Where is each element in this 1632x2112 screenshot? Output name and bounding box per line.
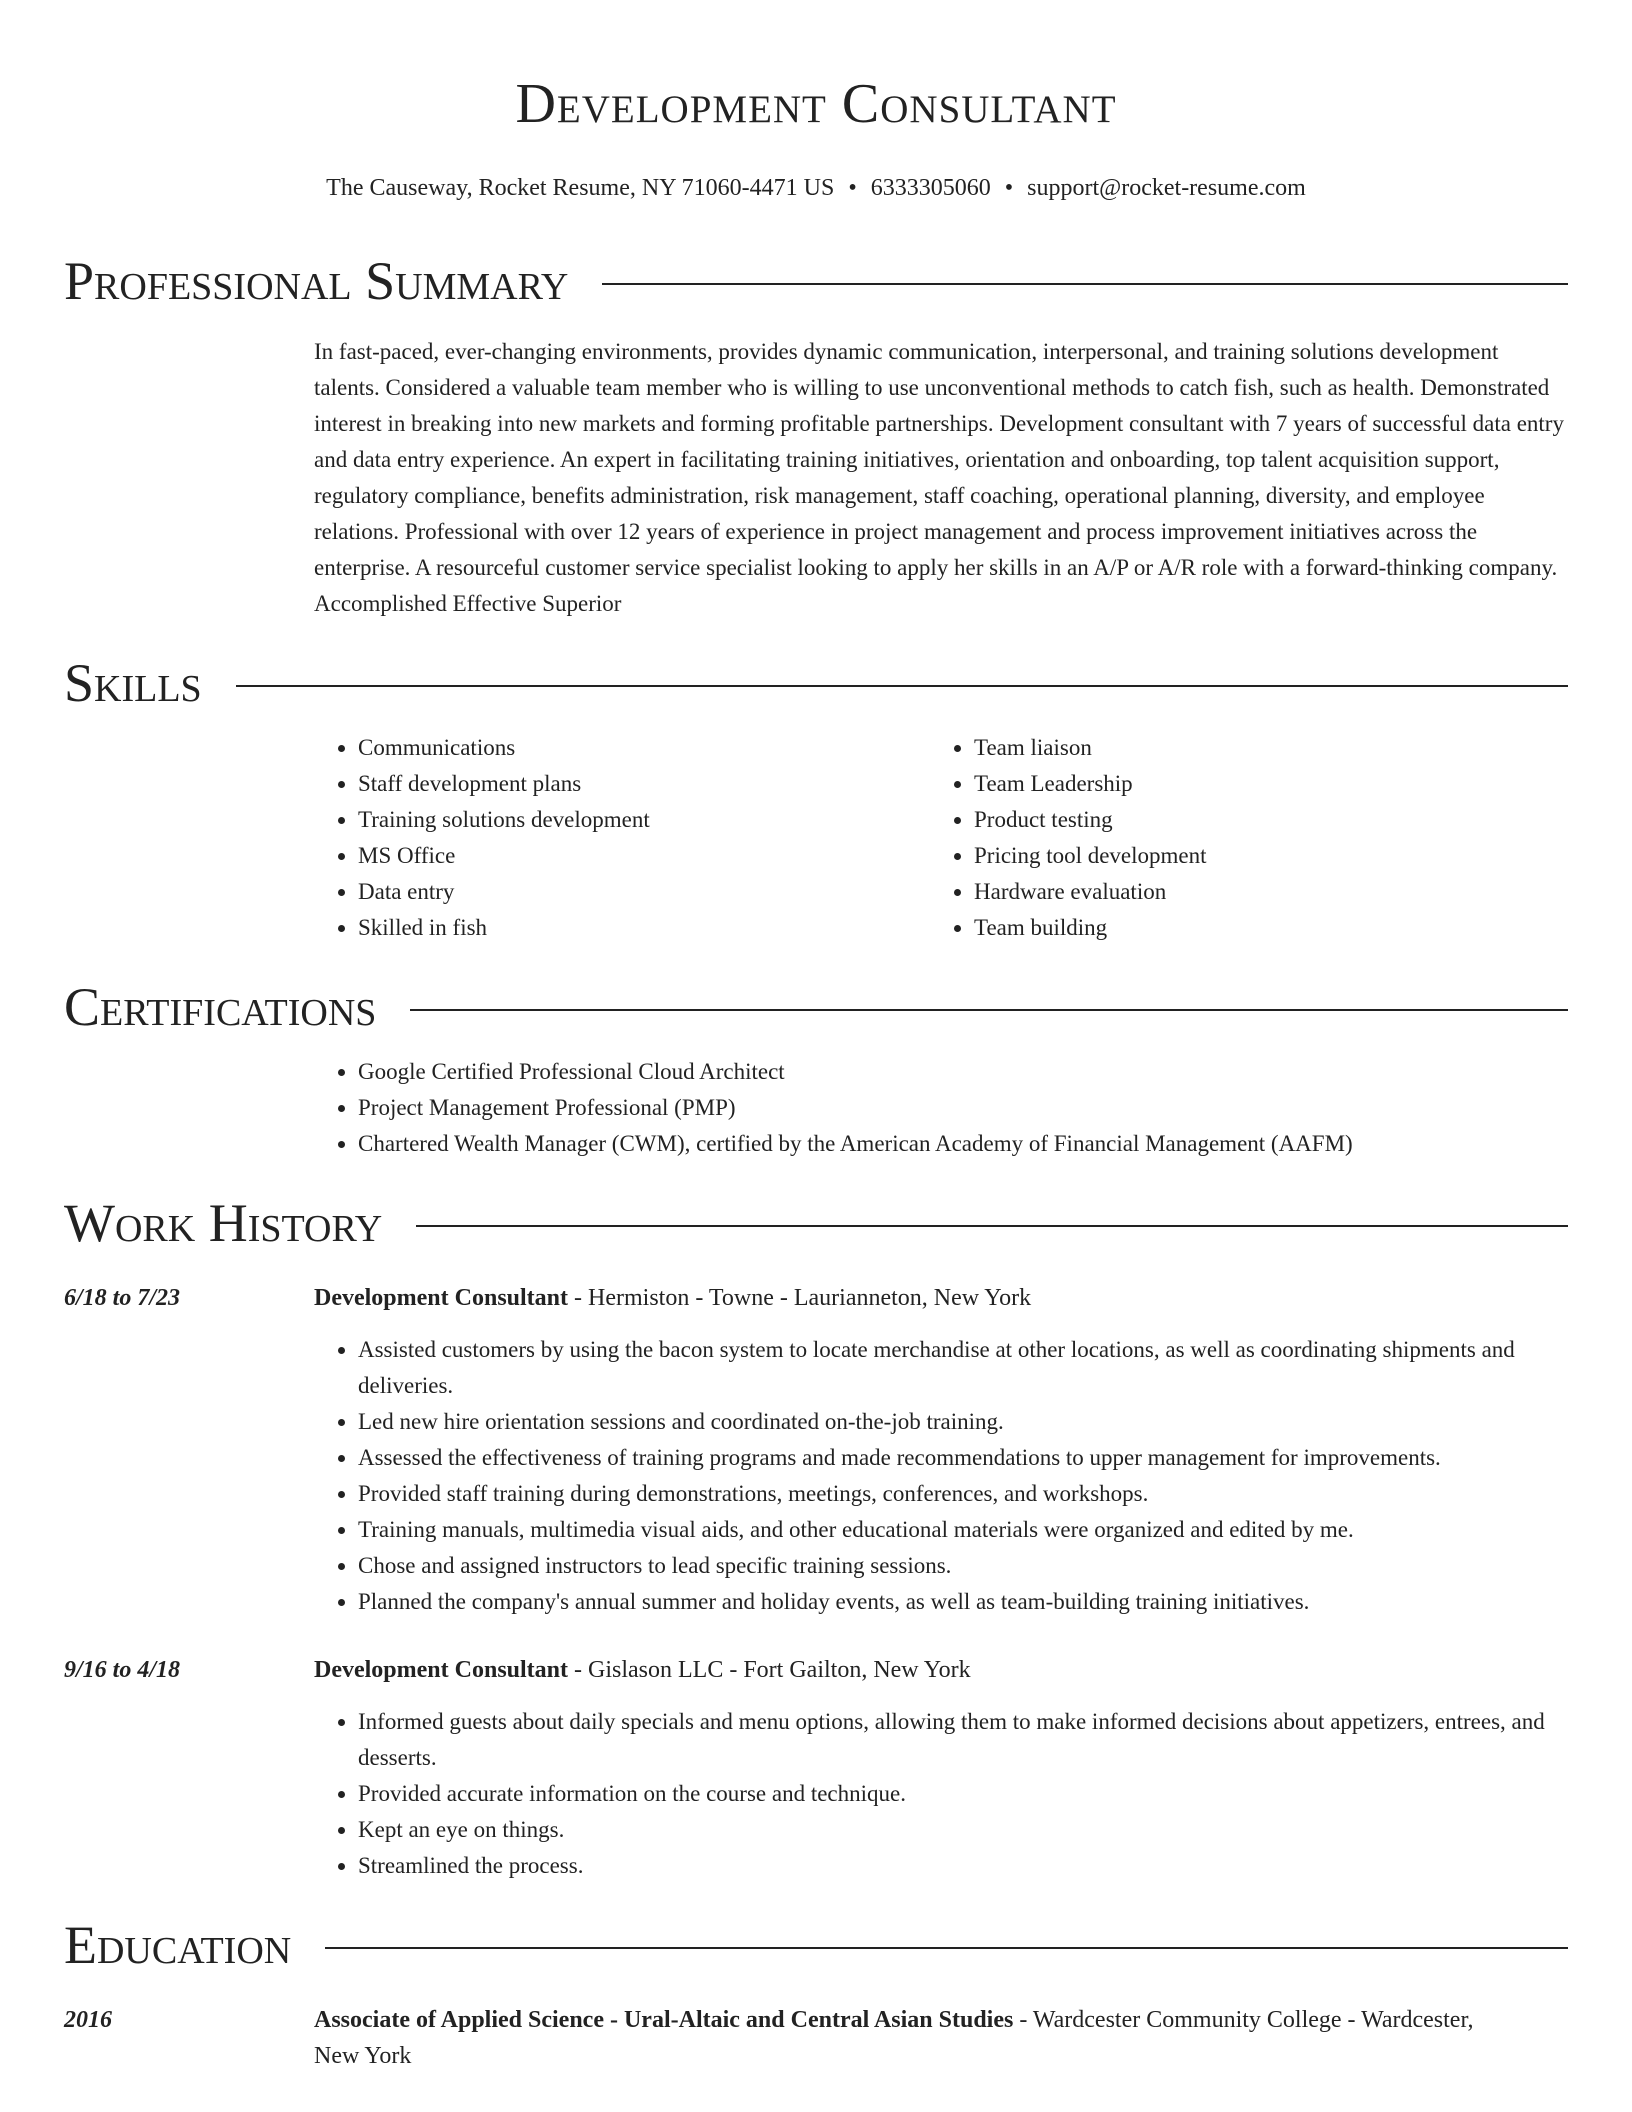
certifications-section-header <box>64 972 1568 1042</box>
job-heading <box>314 1280 1568 1316</box>
job-bullets <box>314 1332 1568 1620</box>
job-bullet: • Kept an eye on things. <box>358 1812 1568 1848</box>
skill-item: • Skilled in fish <box>358 910 930 946</box>
education-heading <box>314 2002 1568 2074</box>
section-title-certifications: Certifications <box>64 977 377 1037</box>
job-bullet: • Led new hire orientation sessions and coordinated on-the-job training. <box>358 1404 1568 1440</box>
education-date: 2016 <box>64 2007 112 2033</box>
section-title-skills: Skills <box>64 653 202 713</box>
job-bullet: • Assisted customers by using the bacon system to locate merchandise at other locations, as well as coordinating shipments and deliveries. <box>358 1332 1568 1404</box>
address: The Causeway, Rocket Resume, NY 71060-4471 US <box>326 175 835 201</box>
skill-item: • Team building <box>974 910 1546 946</box>
skills-list <box>314 730 1568 946</box>
job-employer: - Gislason LLC - Fort Gailton, New York <box>568 1657 971 1683</box>
education-section-header <box>64 1910 1568 1980</box>
job-title: Development Consultant <box>314 1285 569 1311</box>
skill-item: • Data entry <box>358 874 930 910</box>
job-bullet: • Assessed the effectiveness of training programs and made recommendations to upper management for improvements. <box>358 1440 1568 1476</box>
education-degree: Associate of Applied Science - Ural-Altaic and Central Asian Studies <box>314 2007 1014 2033</box>
skills-column-left <box>314 730 930 946</box>
skill-item: • Training solutions development <box>358 802 930 838</box>
summary-section-header <box>64 246 1568 316</box>
skill-item: • Team liaison <box>974 730 1546 766</box>
certification-item: • Google Certified Professional Cloud Architect <box>358 1054 1568 1090</box>
section-rule <box>325 1947 1568 1949</box>
job-bullet: • Streamlined the process. <box>358 1848 1568 1884</box>
job-heading <box>314 1652 1568 1688</box>
skill-item: • Staff development plans <box>358 766 930 802</box>
job-employer: - Hermiston - Towne - Laurianneton, New York <box>568 1285 1032 1311</box>
education-entry <box>64 2002 1568 2074</box>
job-dates: 6/18 to 7/23 <box>64 1285 181 1311</box>
summary-text: In fast-paced, ever-changing environments, provides dynamic communication, interpersonal, and training solutions development talents. Considered a valuable team member who is willing to use unconventional methods to catch fish, such as health. Demonstrated interest in breaking into new markets and forming profitable partnerships. Development consultant with 7 years of successful data entry and data entry experience. An expert in facilitating training initiatives, orientation and onboarding, top talent acquisition support, regulatory compliance, benefits administration, risk management, staff coaching, operational planning, diversity, and employee relations. Professional with over 12 years of experience in project management and process improvement initiatives across the enterprise. A resourceful customer service specialist looking to apply her skills in an A/P or A/R role with a forward-thinking company. Accomplished Effective Superior <box>314 339 1564 616</box>
section-rule <box>410 1009 1568 1011</box>
job-bullet: • Provided staff training during demonstrations, meetings, conferences, and workshops. <box>358 1476 1568 1512</box>
skills-column-right <box>930 730 1546 946</box>
section-title-work: Work History <box>64 1193 383 1253</box>
job-bullet: • Provided accurate information on the course and technique. <box>358 1776 1568 1812</box>
section-title-education: Education <box>64 1915 292 1975</box>
certification-item: • Project Management Professional (PMP) <box>358 1090 1568 1126</box>
job-bullet: • Chose and assigned instructors to lead specific training sessions. <box>358 1548 1568 1584</box>
skill-item: • Team Leadership <box>974 766 1546 802</box>
certifications-list <box>314 1054 1568 1162</box>
section-title-summary: Professional Summary <box>64 251 569 311</box>
job-title: Development Consultant <box>314 1657 569 1683</box>
section-rule <box>416 1225 1568 1227</box>
certification-item: • Chartered Wealth Manager (CWM), certified by the American Academy of Financial Management (AAFM) <box>358 1126 1568 1162</box>
email: support@rocket-resume.com <box>1027 175 1306 201</box>
skill-item: • Communications <box>358 730 930 766</box>
job-bullet: • Planned the company's annual summer and holiday events, as well as team-building training initiatives. <box>358 1584 1568 1620</box>
job-bullets <box>314 1704 1568 1884</box>
job-entry-header <box>64 1652 1568 1688</box>
job-entry-header <box>64 1280 1568 1316</box>
candidate-name: Development Consultant <box>515 73 1117 135</box>
job-bullet: • Informed guests about daily specials and menu options, allowing them to make informed decisions about appetizers, entrees, and desserts. <box>358 1704 1568 1776</box>
skill-item: • Product testing <box>974 802 1546 838</box>
section-rule <box>602 283 1568 285</box>
skills-section-header <box>64 648 1568 718</box>
separator-dot: • <box>1004 175 1014 201</box>
section-rule <box>236 685 1568 687</box>
contact-line <box>64 170 1568 206</box>
job-dates: 9/16 to 4/18 <box>64 1657 181 1683</box>
work-section-header <box>64 1188 1568 1258</box>
separator-dot: • <box>848 175 857 201</box>
phone: 6333305060 <box>870 175 991 201</box>
resume-page <box>64 0 1568 2074</box>
education-school: - Wardcester Community College - Wardcester, New York <box>314 2007 1474 2069</box>
skill-item: • Hardware evaluation <box>974 874 1546 910</box>
skill-item: • MS Office <box>358 838 930 874</box>
job-bullet: • Training manuals, multimedia visual aids, and other educational materials were organized and edited by me. <box>358 1512 1568 1548</box>
skill-item: • Pricing tool development <box>974 838 1546 874</box>
